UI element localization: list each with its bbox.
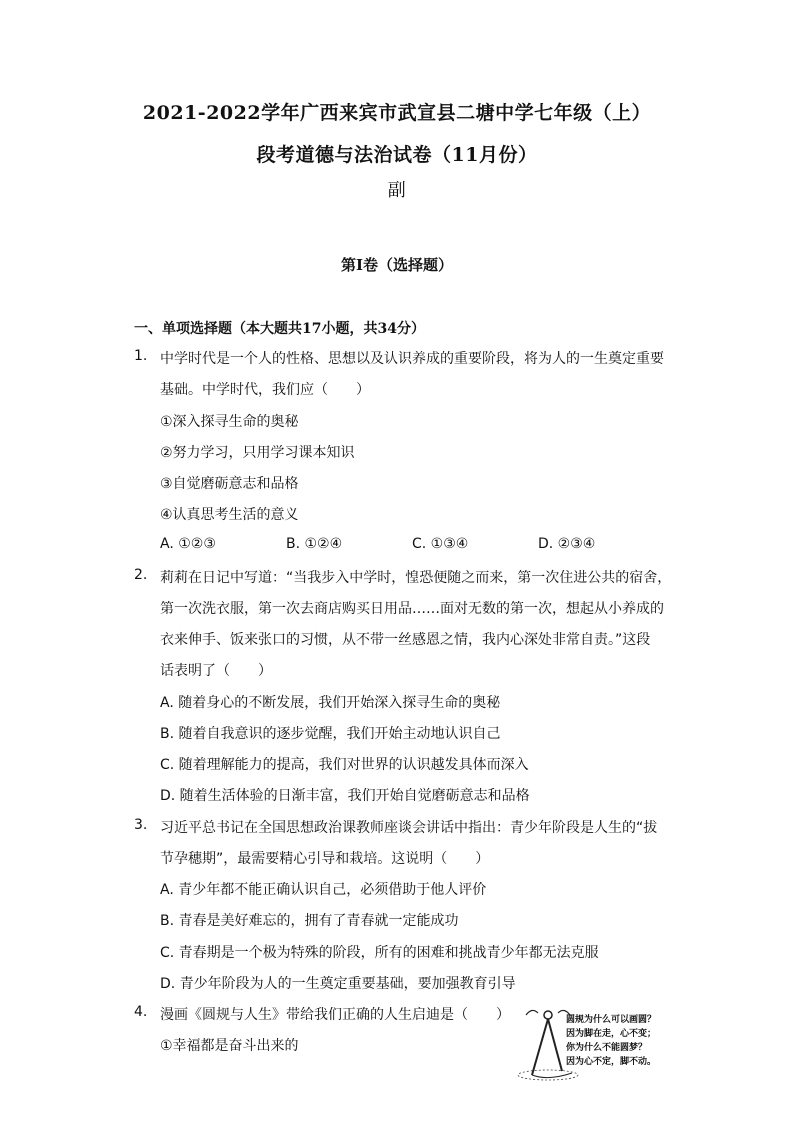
title-line-3: 副	[387, 180, 407, 201]
option-b[interactable]: B. ①②④	[286, 536, 343, 552]
option-b[interactable]: B. 青春是美好难忘的，拥有了青春就一定能成功	[160, 913, 459, 929]
option-b[interactable]: B. 随着自我意识的逐步觉醒，我们开始主动地认识自己	[160, 726, 501, 742]
statement-item: ②努力学习，只用学习课本知识	[160, 445, 355, 461]
statement-item: ④认真思考生活的意义	[160, 507, 299, 523]
option-c[interactable]: C. ①③④	[412, 536, 469, 552]
question-stem-line: 话表明了（ ）	[160, 663, 272, 679]
question-stem-line: 第一次洗衣服，第一次去商店购买日用品……面对无数的第一次，想起从小养成的	[160, 601, 664, 617]
question-number: 2.	[134, 567, 148, 583]
option-a[interactable]: A. 随着身心的不断发展，我们开始深入探寻生命的奥秘	[160, 695, 501, 711]
title-line-2: 段考道德与法治试卷（11月份）	[256, 144, 538, 166]
question-stem-line: 中学时代是一个人的性格、思想以及认识养成的重要阶段，将为人的一生奠定重要	[160, 351, 664, 367]
question-stem-line: 基础。中学时代，我们应（ ）	[160, 382, 370, 398]
cartoon-caption-line: 圆规为什么可以画圆？	[566, 1015, 657, 1025]
question-number: 3.	[134, 817, 148, 833]
option-d[interactable]: D. 青少年阶段为人的一生奠定重要基础，要加强教育引导	[160, 976, 516, 992]
statement-item: ①幸福都是奋斗出来的	[160, 1038, 299, 1054]
option-d[interactable]: D. 随着生活体验的日渐丰富，我们开始自觉磨砺意志和品格	[160, 788, 530, 804]
title-line-1: 2021-2022学年广西来宾市武宣县二塘中学七年级（上）	[142, 102, 652, 124]
question-number: 4.	[134, 1004, 148, 1020]
statement-item: ①深入探寻生命的奥秘	[160, 414, 299, 430]
cartoon-caption-line: 因为心不定，脚不动。	[566, 1057, 657, 1067]
option-d[interactable]: D. ②③④	[538, 536, 596, 552]
option-c[interactable]: C. 随着理解能力的提高，我们对世界的认识越发具体而深入	[160, 757, 529, 773]
question-stem-line: 习近平总书记在全国思想政治课教师座谈会讲话中指出：青少年阶段是人生的“拔	[160, 820, 658, 836]
option-c[interactable]: C. 青春期是一个极为特殊的阶段，所有的困难和挑战青少年都无法克服	[160, 945, 599, 961]
question-stem-line: 节孕穗期”，最需要精心引导和栽培。这说明（ ）	[160, 851, 490, 867]
cartoon-caption-line: 你为什么不能圆梦？	[566, 1043, 648, 1053]
statement-item: ③自觉磨砺意志和品格	[160, 476, 299, 492]
question-stem-line: 莉莉在日记中写道：“当我步入中学时，惶恐便随之而来，第一次住进公共的宿舍，	[160, 570, 672, 586]
question-stem-line: 衣来伸手、饭来张口的习惯，从不带一丝感恩之情，我内心深处非常自责。”这段	[160, 632, 651, 648]
question-stem-line: 漫画《圆规与人生》带给我们正确的人生启迪是（ ）	[160, 1007, 510, 1023]
volume-heading: 第I卷（选择题）	[340, 256, 454, 274]
section-heading: 一、单项选择题（本大题共17小题，共34分）	[134, 321, 425, 337]
option-a[interactable]: A. ①②③	[160, 536, 216, 552]
option-a[interactable]: A. 青少年都不能正确认识自己，必须借助于他人评价	[160, 882, 487, 898]
question-number: 1.	[134, 348, 148, 364]
cartoon-caption-line: 因为脚在走，心不变；	[566, 1029, 657, 1039]
